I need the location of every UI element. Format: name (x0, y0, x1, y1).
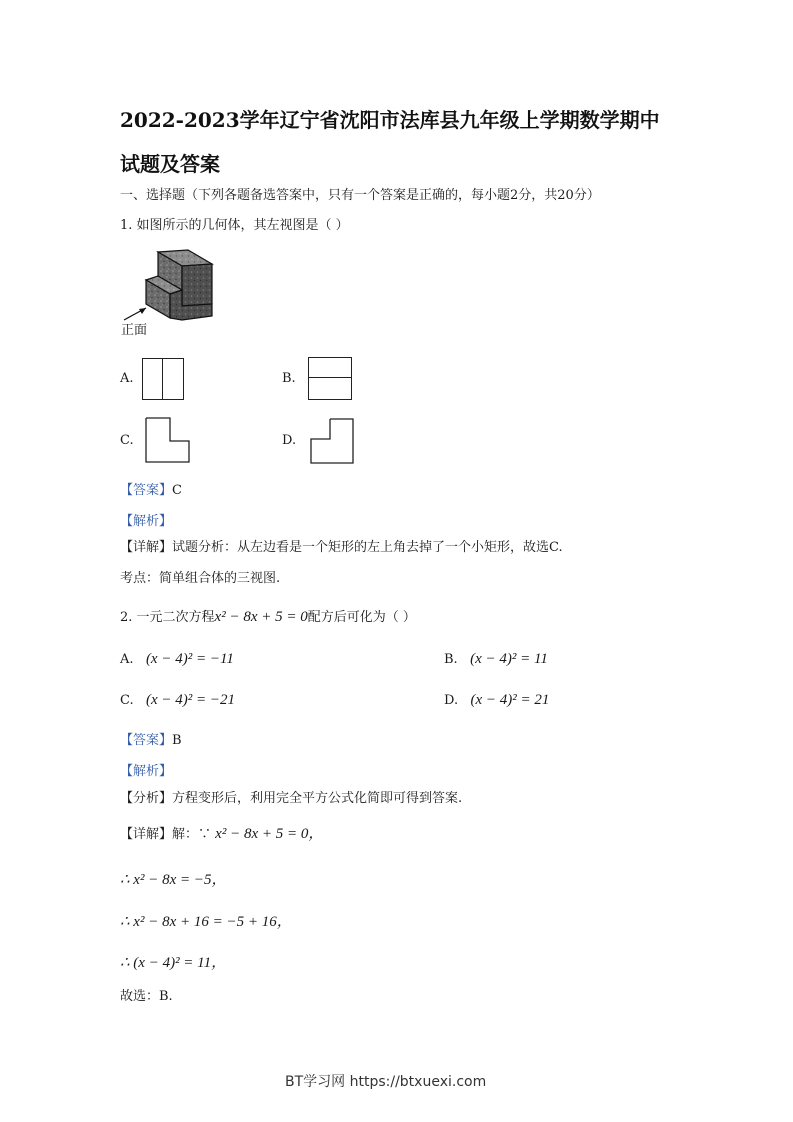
option-a-figure (142, 358, 184, 400)
answer-tag-q2: 【答案】B (120, 733, 182, 748)
step-3-q2: ∴ (x − 4)² = 11， (120, 955, 227, 971)
option-d-label: D. (282, 433, 297, 448)
kaodian-q1: 考点：简单组合体的三视图. (120, 571, 281, 586)
detail-q1: 【详解】试题分析：从左边看是一个矩形的左上角去掉了一个小矩形，故选C. (120, 540, 563, 555)
answer-tag-q1: 【答案】C (120, 483, 182, 498)
detail-q2: 【详解】解：∵ x² − 8x + 5 = 0， (120, 826, 324, 842)
option-d-q2: D. (x − 4)² = 21 (444, 692, 550, 708)
analysis-tag-q1: 【解析】 (120, 514, 173, 529)
option-a-q2: A. (x − 4)² = −11 (120, 651, 234, 667)
footer-watermark: BT学习网 https://btxuexi.com (285, 1074, 487, 1090)
option-c-q2: C. (x − 4)² = −21 (120, 692, 236, 708)
question-1-stem: 1. 如图所示的几何体，其左视图是（ ） (120, 218, 349, 233)
step-1-q2: ∴ x² − 8x = −5， (120, 872, 227, 888)
page-title-continued: 试题及答案 (120, 152, 220, 176)
fenxi-q2: 【分析】方程变形后，利用完全平方公式化简即可得到答案. (120, 791, 463, 806)
step-2-q2: ∴ x² − 8x + 16 = −5 + 16， (120, 914, 292, 930)
figure-caption: 正面 (121, 323, 148, 338)
section-heading: 一、选择题（下列各题备选答案中，只有一个答案是正确的，每小题2分，共20分） (120, 188, 600, 203)
conclusion-q2: 故选：B. (120, 989, 173, 1004)
option-a-label: A. (120, 371, 134, 386)
option-d-figure (310, 418, 356, 464)
option-b-figure (308, 357, 352, 400)
answer-value-q1: C (172, 483, 182, 498)
option-c-label: C. (120, 433, 134, 448)
option-b-label: B. (282, 371, 296, 386)
option-c-figure (145, 417, 191, 463)
question-2-stem: 2. 一元二次方程x² − 8x + 5 = 0配方后可化为（ ） (120, 609, 416, 625)
answer-value-q2: B (172, 733, 182, 748)
page-title: 2022-2023学年辽宁省沈阳市法库县九年级上学期数学期中 (120, 108, 660, 132)
option-b-q2: B. (x − 4)² = 11 (444, 651, 548, 667)
analysis-tag-q2: 【解析】 (120, 764, 173, 779)
